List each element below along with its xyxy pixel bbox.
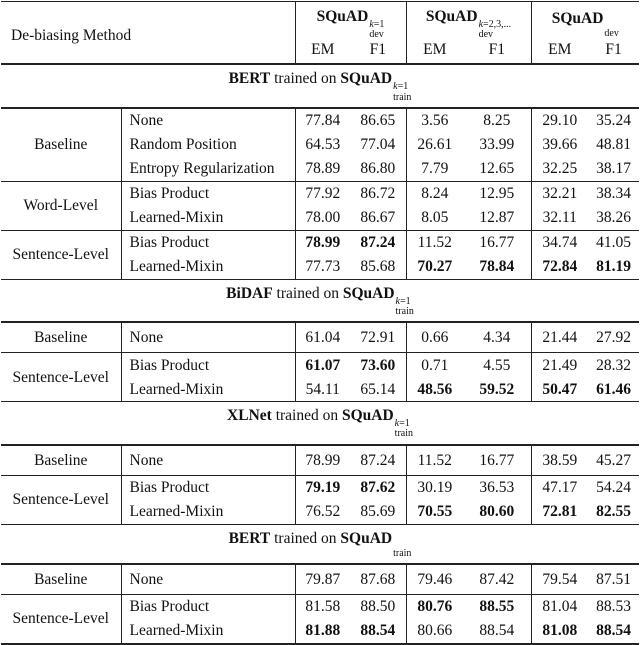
metric-cell: 80.60 [463, 500, 531, 525]
metric-cell: 87.51 [588, 564, 639, 595]
metric-cell: 88.50 [360, 598, 396, 616]
method-cell: Random Position [121, 133, 295, 157]
group-label-sentence-level: Sentence-Level [1, 475, 121, 524]
col-group-squad-dev-k23 [406, 2, 531, 41]
section-title-row [1, 524, 639, 564]
table-row [1, 322, 639, 353]
group-label-sentence-level: Sentence-Level [1, 230, 121, 279]
table-row [1, 353, 639, 378]
metric-cell: 81.58 [295, 594, 350, 619]
metric-cell: 32.11 [531, 206, 588, 231]
metric-cell: 0.66 [406, 322, 463, 353]
metric-cell: 34.74 [531, 230, 588, 255]
metric-cell: 8.25 [483, 112, 511, 130]
metric-cell: 88.54 [479, 622, 515, 640]
math-subsup: dev [604, 27, 619, 39]
group-label-baseline: Baseline [1, 322, 121, 353]
metric-cell: 72.81 [531, 500, 588, 525]
section-title-bert-full: BERT trained on SQuAD train [1, 524, 639, 564]
metric-cell: 61.46 [588, 377, 639, 402]
metric-cell: 35.24 [596, 112, 631, 130]
table-row [1, 230, 639, 255]
metric-cell: 88.54 [596, 622, 631, 640]
f1-header: F1 [350, 40, 406, 64]
metric-cell: 54.11 [295, 377, 350, 402]
metric-cell: 38.59 [531, 445, 588, 476]
math-subsup: train [393, 547, 412, 559]
method-cell: Bias Product [121, 594, 295, 619]
metric-cell: 32.21 [531, 181, 588, 206]
math-subsup: k=1 train [394, 418, 413, 440]
metric-cell: 11.52 [406, 230, 463, 255]
math-subsup: k=1 train [393, 81, 412, 103]
metric-cell: 80.76 [406, 594, 463, 619]
metric-cell: 88.55 [479, 598, 515, 616]
metric-cell: 36.53 [479, 479, 515, 496]
metric-cell: 87.42 [463, 564, 531, 595]
header-row-datasets [1, 2, 639, 41]
metric-cell: 4.34 [463, 322, 531, 353]
metric-cell: 78.99 [295, 230, 350, 255]
metric-cell: 47.17 [531, 475, 588, 500]
metric-cell: 77.73 [295, 255, 350, 280]
f1-header: F1 [463, 40, 531, 64]
metric-cell: 38.26 [588, 206, 639, 231]
metric-cell: 80.66 [406, 619, 463, 644]
metric-cell: 38.34 [596, 185, 631, 203]
metric-cell: 12.95 [479, 185, 515, 203]
metric-cell: 77.92 [295, 181, 350, 206]
metric-cell: 79.54 [531, 564, 588, 595]
metric-cell: 21.49 [531, 353, 588, 378]
metric-cell: 82.55 [588, 500, 639, 525]
method-cell: Bias Product [121, 475, 295, 500]
method-cell: Learned-Mixin [121, 500, 295, 525]
metric-cell: 78.89 [295, 157, 350, 182]
metric-cell: 79.19 [295, 475, 350, 500]
method-cell: None [121, 564, 295, 595]
metric-cell: 16.77 [463, 445, 531, 476]
metric-cell: 65.14 [350, 377, 406, 402]
method-cell: None [121, 445, 295, 476]
dataset-name: SQuAD [551, 9, 604, 27]
metric-cell: 45.27 [588, 445, 639, 476]
metric-cell: 81.19 [588, 255, 639, 280]
col-group-squad-dev [531, 2, 639, 41]
metric-cell: 39.66 [531, 133, 588, 157]
metric-cell: 12.65 [463, 157, 531, 182]
metric-cell: 87.24 [360, 234, 396, 252]
group-label-baseline: Baseline [1, 108, 121, 182]
section-title-row [1, 279, 639, 322]
method-cell: Learned-Mixin [121, 619, 295, 644]
metric-cell: 77.04 [360, 136, 396, 154]
method-cell: Learned-Mixin [121, 255, 295, 280]
table-row [1, 445, 639, 476]
metric-cell: 85.68 [350, 255, 406, 280]
section-title-bert-k1: BERT trained on SQuAD k=1 train [1, 64, 639, 107]
method-cell: Bias Product [121, 230, 295, 255]
metric-cell: 73.60 [360, 356, 396, 374]
metric-cell: 87.68 [350, 564, 406, 595]
metric-cell: 81.08 [531, 619, 588, 644]
method-cell: Learned-Mixin [121, 377, 295, 402]
section-title-bidaf: BiDAF trained on SQuAD k=1 train [1, 279, 639, 322]
metric-cell: 8.24 [406, 181, 463, 206]
metric-cell: 86.65 [360, 112, 396, 130]
col-group-squad-dev-k1 [295, 2, 406, 41]
metric-cell: 88.53 [596, 598, 631, 616]
metric-cell: 21.44 [531, 322, 588, 353]
math-subsup: k=1 train [395, 295, 414, 317]
group-label-baseline: Baseline [1, 445, 121, 476]
metric-cell: 79.46 [406, 564, 463, 595]
dataset-name: SQuAD [316, 8, 369, 25]
group-label-word-level: Word-Level [1, 181, 121, 230]
math-subsup: k=1 dev [369, 19, 385, 41]
metric-cell: 72.84 [531, 255, 588, 280]
metric-cell: 72.91 [350, 322, 406, 353]
method-cell: Entropy Regularization [121, 157, 295, 182]
results-table [1, 1, 639, 645]
metric-cell: 87.24 [350, 445, 406, 476]
metric-cell: 50.47 [531, 377, 588, 402]
table-row [1, 181, 639, 206]
metric-cell: 78.99 [295, 445, 350, 476]
metric-cell: 61.07 [295, 353, 350, 378]
group-label-sentence-level: Sentence-Level [12, 610, 109, 628]
table-row [1, 108, 639, 133]
method-cell: Bias Product [121, 353, 295, 378]
metric-cell: 86.72 [360, 185, 396, 203]
metric-cell: 27.92 [588, 322, 639, 353]
metric-cell: 32.25 [531, 157, 588, 182]
table-row [1, 564, 639, 595]
dataset-name: SQuAD [425, 8, 478, 25]
metric-cell: 64.53 [295, 133, 350, 157]
method-cell: Learned-Mixin [121, 206, 295, 231]
metric-cell: 48.56 [406, 377, 463, 402]
metric-cell: 81.04 [531, 594, 588, 619]
em-header: EM [295, 40, 350, 64]
section-title-xlnet: XLNet trained on SQuAD k=1 train [1, 402, 639, 445]
em-header: EM [531, 40, 588, 64]
metric-cell: 86.67 [350, 206, 406, 231]
metric-cell: 16.77 [479, 234, 515, 252]
debiasing-method-label: De-biasing Method [11, 26, 132, 44]
metric-cell: 70.55 [406, 500, 463, 525]
section-title-row [1, 64, 639, 107]
metric-cell: 59.52 [463, 377, 531, 402]
metric-cell: 76.52 [295, 500, 350, 525]
metric-cell: 12.87 [463, 206, 531, 231]
debiasing-method-header [1, 2, 295, 65]
metric-cell: 30.19 [406, 475, 463, 500]
math-subsup: k=2,3,... dev [478, 19, 512, 41]
metric-cell: 70.27 [406, 255, 463, 280]
metric-cell: 54.24 [596, 479, 631, 496]
section-title-row [1, 402, 639, 445]
metric-cell: 0.71 [406, 353, 463, 378]
group-label-sentence-level: Sentence-Level [1, 353, 121, 402]
f1-header: F1 [588, 40, 639, 64]
metric-cell: 61.04 [295, 322, 350, 353]
metric-cell: 81.88 [295, 619, 350, 644]
metric-cell: 38.17 [588, 157, 639, 182]
metric-cell: 88.54 [360, 622, 396, 640]
metric-cell: 78.00 [295, 206, 350, 231]
metric-cell: 87.62 [360, 479, 396, 496]
group-label-baseline: Baseline [1, 564, 121, 595]
method-cell: None [121, 108, 295, 133]
metric-cell: 11.52 [406, 445, 463, 476]
metric-cell: 86.80 [350, 157, 406, 182]
metric-cell: 4.55 [483, 356, 511, 374]
metric-cell: 7.79 [406, 157, 463, 182]
method-cell: None [121, 322, 295, 353]
metric-cell: 3.56 [406, 108, 463, 133]
metric-cell: 28.32 [596, 356, 631, 374]
metric-cell: 77.84 [295, 108, 350, 133]
metric-cell: 41.05 [596, 234, 631, 252]
metric-cell: 79.87 [295, 564, 350, 595]
metric-cell: 26.61 [406, 133, 463, 157]
em-header: EM [406, 40, 463, 64]
method-cell: Bias Product [121, 181, 295, 206]
metric-cell: 29.10 [531, 108, 588, 133]
metric-cell: 78.84 [463, 255, 531, 280]
table-row [1, 475, 639, 500]
metric-cell: 8.05 [406, 206, 463, 231]
table-row [1, 594, 639, 619]
metric-cell: 85.69 [350, 500, 406, 525]
metric-cell: 33.99 [479, 136, 515, 154]
metric-cell: 48.81 [596, 136, 631, 154]
